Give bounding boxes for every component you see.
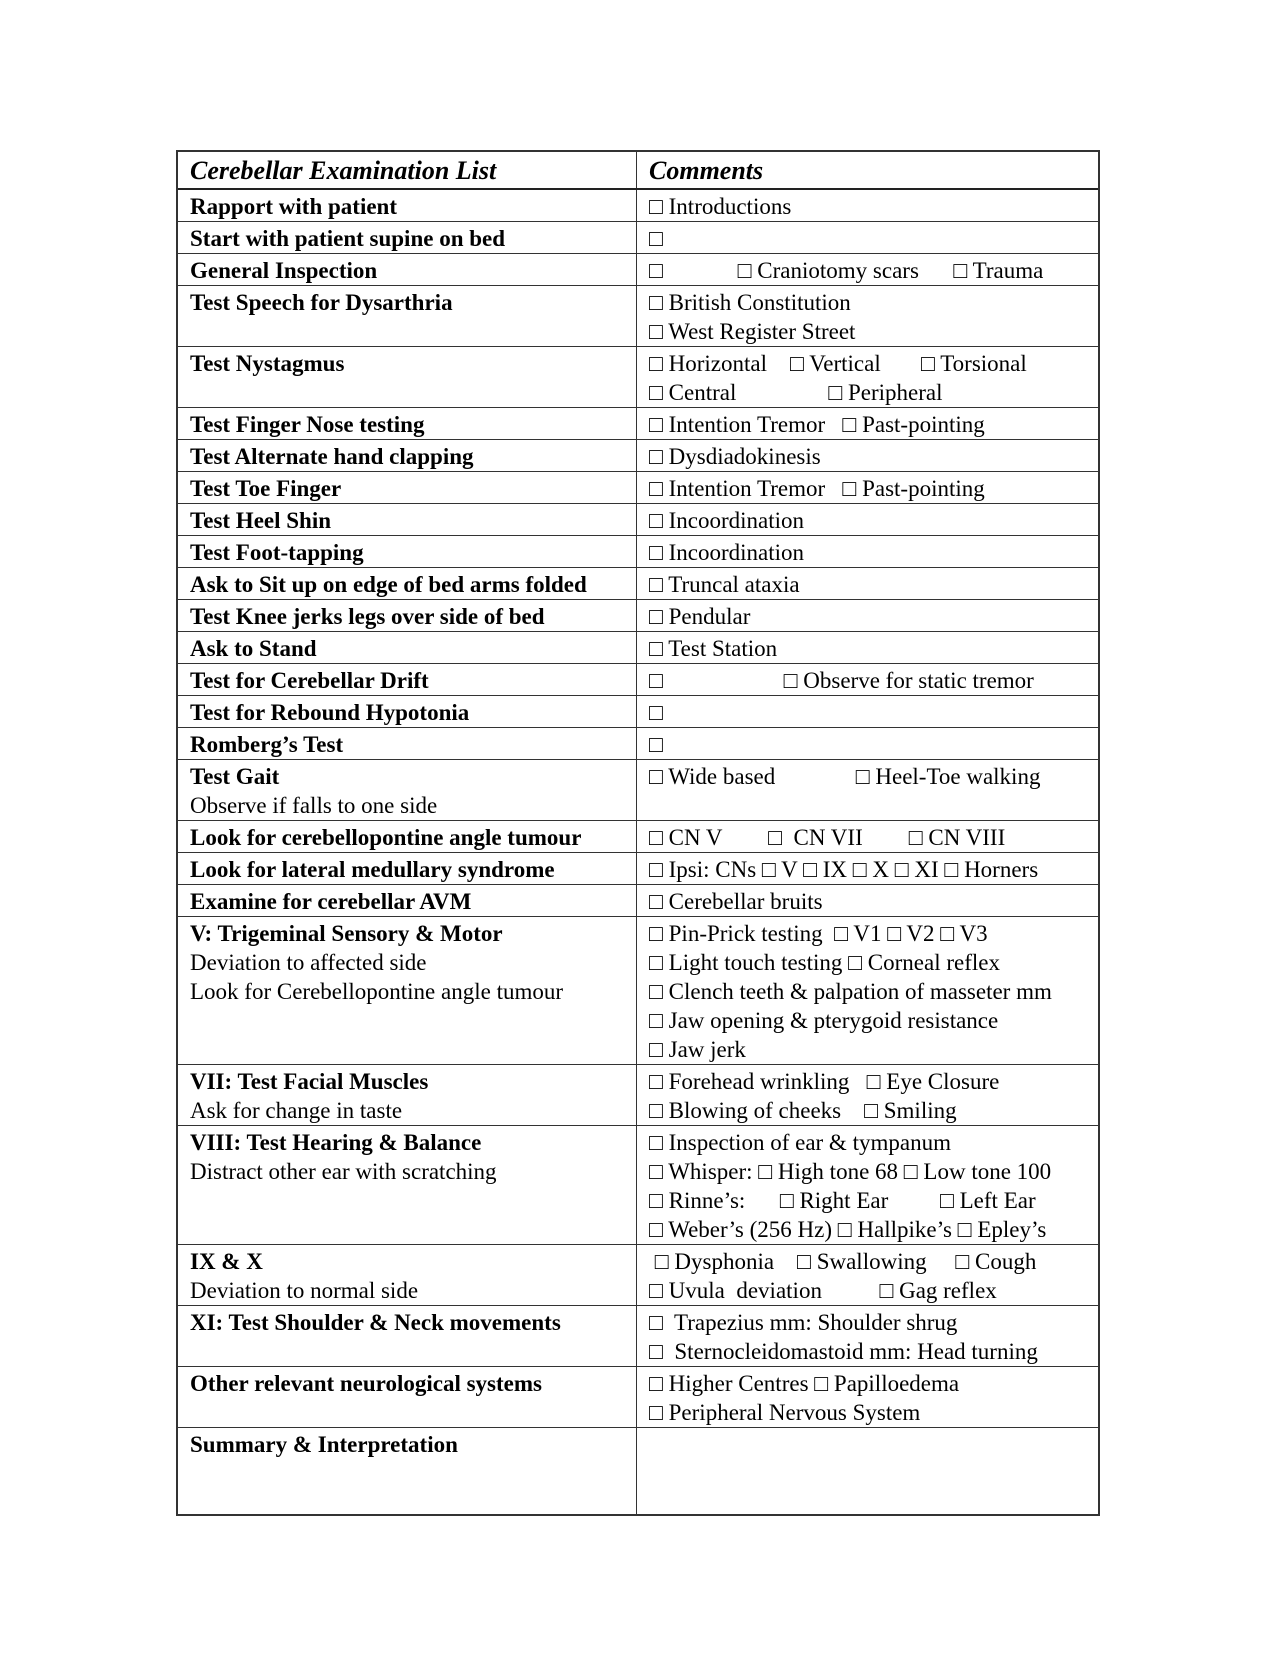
table-row: [178, 472, 1098, 504]
comments-cell: [637, 1428, 1098, 1514]
comments-cell: [637, 917, 1098, 1064]
comment-checkbox-line[interactable]: □ Trapezius mm: Shoulder shrug: [649, 1310, 958, 1335]
exam-step-title: Test Toe Finger: [190, 476, 342, 501]
exam-step-cell: [178, 1245, 637, 1305]
comment-checkbox-line[interactable]: □ Central □ Peripheral: [649, 380, 943, 405]
table-row: [178, 254, 1098, 286]
exam-step-title: Test for Rebound Hypotonia: [190, 700, 470, 725]
exam-step-note: Distract other ear with scratching: [190, 1159, 497, 1184]
exam-step-cell: [178, 222, 637, 253]
table-row: [178, 760, 1098, 821]
comments-cell: [637, 664, 1098, 695]
comments-cell: [637, 222, 1098, 253]
exam-step-cell: [178, 286, 637, 346]
table-row: [178, 821, 1098, 853]
comments-cell: [637, 1306, 1098, 1366]
comment-checkbox-line[interactable]: □ Sternocleidomastoid mm: Head turning: [649, 1339, 1038, 1364]
table-row: [178, 286, 1098, 347]
table-row: [178, 222, 1098, 254]
exam-step-title: Test Nystagmus: [190, 351, 345, 376]
exam-step-cell: [178, 760, 637, 820]
exam-step-cell: [178, 1126, 637, 1244]
comment-checkbox-line[interactable]: □ □ Craniotomy scars □ Trauma: [649, 258, 1044, 283]
comments-cell: [637, 286, 1098, 346]
comment-checkbox-line[interactable]: □ Cerebellar bruits: [649, 889, 823, 914]
exam-step-cell: [178, 728, 637, 759]
comment-checkbox-line[interactable]: □ Inspection of ear & tympanum: [649, 1130, 951, 1155]
exam-step-title: V: Trigeminal Sensory & Motor: [190, 921, 503, 946]
exam-step-title: XI: Test Shoulder & Neck movements: [190, 1310, 561, 1335]
comment-checkbox-line[interactable]: □ Wide based □ Heel-Toe walking: [649, 764, 1041, 789]
exam-step-cell: [178, 408, 637, 439]
exam-step-note: Deviation to normal side: [190, 1278, 419, 1303]
comments-cell: [637, 885, 1098, 916]
exam-step-cell: [178, 917, 637, 1064]
exam-step-title: VIII: Test Hearing & Balance: [190, 1130, 482, 1155]
table-row: [178, 728, 1098, 760]
table-row: [178, 696, 1098, 728]
comment-checkbox-line[interactable]: □: [649, 226, 663, 251]
table-body: [178, 190, 1098, 1514]
comment-checkbox-line[interactable]: □ Whisper: □ High tone 68 □ Low tone 100: [649, 1159, 1052, 1184]
comments-cell: [637, 254, 1098, 285]
comments-cell: [637, 472, 1098, 503]
comment-checkbox-line[interactable]: □ Dysdiadokinesis: [649, 444, 821, 469]
comments-cell: [637, 536, 1098, 567]
exam-step-cell: [178, 190, 637, 221]
table-row: [178, 917, 1098, 1065]
comment-checkbox-line[interactable]: □ Intention Tremor □ Past-pointing: [649, 476, 985, 501]
comments-cell: [637, 1065, 1098, 1125]
exam-step-cell: [178, 1367, 637, 1427]
table-row: [178, 408, 1098, 440]
comment-checkbox-line[interactable]: □ Light touch testing □ Corneal reflex: [649, 950, 1000, 975]
exam-step-title: Start with patient supine on bed: [190, 226, 506, 251]
exam-step-title: Ask to Sit up on edge of bed arms folded: [190, 572, 587, 597]
exam-step-cell: [178, 1306, 637, 1366]
comment-checkbox-line[interactable]: □ Weber’s (256 Hz) □ Hallpike’s □ Epley’s: [649, 1217, 1047, 1242]
exam-step-cell: [178, 885, 637, 916]
table-row: [178, 190, 1098, 222]
table-row: [178, 664, 1098, 696]
comments-cell: [637, 190, 1098, 221]
comments-cell: [637, 440, 1098, 471]
exam-step-cell: [178, 600, 637, 631]
exam-step-cell: [178, 254, 637, 285]
comment-checkbox-line[interactable]: □ Dysphonia □ Swallowing □ Cough: [649, 1249, 1037, 1274]
exam-step-note: Observe if falls to one side: [190, 793, 438, 818]
exam-step-cell: [178, 696, 637, 727]
table-row: [178, 632, 1098, 664]
table-row: [178, 885, 1098, 917]
exam-step-title: Other relevant neurological systems: [190, 1371, 542, 1396]
comment-checkbox-line[interactable]: □ British Constitution: [649, 290, 851, 315]
exam-step-title: IX & X: [190, 1249, 263, 1274]
comment-checkbox-line[interactable]: □ Higher Centres □ Papilloedema: [649, 1371, 960, 1396]
comment-checkbox-line[interactable]: □: [649, 700, 663, 725]
exam-step-cell: [178, 472, 637, 503]
exam-step-title: Test Knee jerks legs over side of bed: [190, 604, 545, 629]
exam-step-title: Rapport with patient: [190, 194, 398, 219]
exam-step-note: Ask for change in taste: [190, 1098, 403, 1123]
comments-cell: [637, 696, 1098, 727]
exam-step-title: Romberg’s Test: [190, 732, 344, 757]
table-row: [178, 1245, 1098, 1306]
exam-step-title: Ask to Stand: [190, 636, 317, 661]
comments-cell: [637, 821, 1098, 852]
exam-step-title: Test Foot-tapping: [190, 540, 364, 565]
comment-checkbox-line[interactable]: □: [649, 732, 663, 757]
comment-checkbox-line[interactable]: □ Clench teeth & palpation of masseter mm: [649, 979, 1052, 1004]
comments-cell: [637, 728, 1098, 759]
table-row: [178, 1428, 1098, 1514]
comment-checkbox-line[interactable]: □ Jaw jerk: [649, 1037, 746, 1062]
comments-cell: [637, 1126, 1098, 1244]
comments-cell: [637, 760, 1098, 820]
exam-step-title: Look for cerebellopontine angle tumour: [190, 825, 582, 850]
exam-step-cell: [178, 853, 637, 884]
comments-cell: [637, 408, 1098, 439]
header-list-title: Cerebellar Examination List: [178, 152, 637, 188]
comment-checkbox-line[interactable]: □ Ipsi: CNs □ V □ IX □ X □ XI □ Horners: [649, 857, 1039, 882]
table-row: [178, 600, 1098, 632]
table-row: [178, 440, 1098, 472]
comment-checkbox-line[interactable]: □ Incoordination: [649, 540, 805, 565]
exam-step-title: Examine for cerebellar AVM: [190, 889, 472, 914]
exam-step-cell: [178, 568, 637, 599]
table-row: [178, 1306, 1098, 1367]
comment-checkbox-line[interactable]: □ Uvula deviation □ Gag reflex: [649, 1278, 997, 1303]
exam-step-cell: [178, 1065, 637, 1125]
comment-checkbox-line[interactable]: □ Introductions: [649, 194, 792, 219]
header-comments-title: Comments: [649, 156, 764, 185]
comment-checkbox-line[interactable]: □ Pin-Prick testing □ V1 □ V2 □ V3: [649, 921, 988, 946]
exam-step-cell: [178, 347, 637, 407]
exam-step-cell: [178, 632, 637, 663]
comment-checkbox-line[interactable]: □ CN V □ CN VII □ CN VIII: [649, 825, 1006, 850]
exam-step-title: Test Finger Nose testing: [190, 412, 425, 437]
exam-step-title: General Inspection: [190, 258, 378, 283]
table-row: [178, 568, 1098, 600]
table-header: [178, 152, 1098, 190]
table-row: [178, 1126, 1098, 1245]
comment-checkbox-line[interactable]: □ Intention Tremor □ Past-pointing: [649, 412, 985, 437]
comment-checkbox-line[interactable]: □ Jaw opening & pterygoid resistance: [649, 1008, 999, 1033]
exam-step-title: Look for lateral medullary syndrome: [190, 857, 555, 882]
comments-cell: [637, 632, 1098, 663]
table-row: [178, 1367, 1098, 1428]
comments-cell: [637, 853, 1098, 884]
table-row: [178, 504, 1098, 536]
exam-step-cell: [178, 440, 637, 471]
comment-checkbox-line[interactable]: □ Peripheral Nervous System: [649, 1400, 921, 1425]
comments-cell: [637, 600, 1098, 631]
comment-checkbox-line[interactable]: □ Test Station: [649, 636, 778, 661]
comment-checkbox-line[interactable]: □ Horizontal □ Vertical □ Torsional: [649, 351, 1027, 376]
exam-step-title: Test Alternate hand clapping: [190, 444, 474, 469]
exam-step-cell: [178, 821, 637, 852]
comment-checkbox-line[interactable]: □ □ Observe for static tremor: [649, 668, 1034, 693]
exam-step-title: Test Gait: [190, 764, 280, 789]
table-row: [178, 1065, 1098, 1126]
examination-table: [176, 150, 1100, 1516]
table-row: [178, 347, 1098, 408]
comments-cell: [637, 504, 1098, 535]
table-row: [178, 853, 1098, 885]
comment-checkbox-line[interactable]: □ West Register Street: [649, 319, 856, 344]
comment-checkbox-line[interactable]: □ Blowing of cheeks □ Smiling: [649, 1098, 957, 1123]
exam-step-title: VII: Test Facial Muscles: [190, 1069, 429, 1094]
exam-step-cell: [178, 504, 637, 535]
comments-cell: [637, 347, 1098, 407]
comment-checkbox-line[interactable]: □ Incoordination: [649, 508, 805, 533]
comment-checkbox-line[interactable]: □ Rinne’s: □ Right Ear □ Left Ear: [649, 1188, 1036, 1213]
comment-checkbox-line[interactable]: □ Forehead wrinkling □ Eye Closure: [649, 1069, 1000, 1094]
exam-step-title: Test for Cerebellar Drift: [190, 668, 429, 693]
comment-checkbox-line[interactable]: □ Pendular: [649, 604, 751, 629]
exam-step-cell: [178, 664, 637, 695]
comments-cell: [637, 1245, 1098, 1305]
comment-checkbox-line[interactable]: □ Truncal ataxia: [649, 572, 800, 597]
exam-step-title: Summary & Interpretation: [190, 1432, 458, 1457]
exam-step-note: Deviation to affected side: [190, 950, 427, 975]
exam-step-title: Test Heel Shin: [190, 508, 332, 533]
table-row: [178, 536, 1098, 568]
comments-cell: [637, 1367, 1098, 1427]
exam-step-cell: [178, 1428, 637, 1514]
exam-step-note: Look for Cerebellopontine angle tumour: [190, 979, 564, 1004]
exam-step-title: Test Speech for Dysarthria: [190, 290, 453, 315]
comments-cell: [637, 568, 1098, 599]
exam-step-cell: [178, 536, 637, 567]
